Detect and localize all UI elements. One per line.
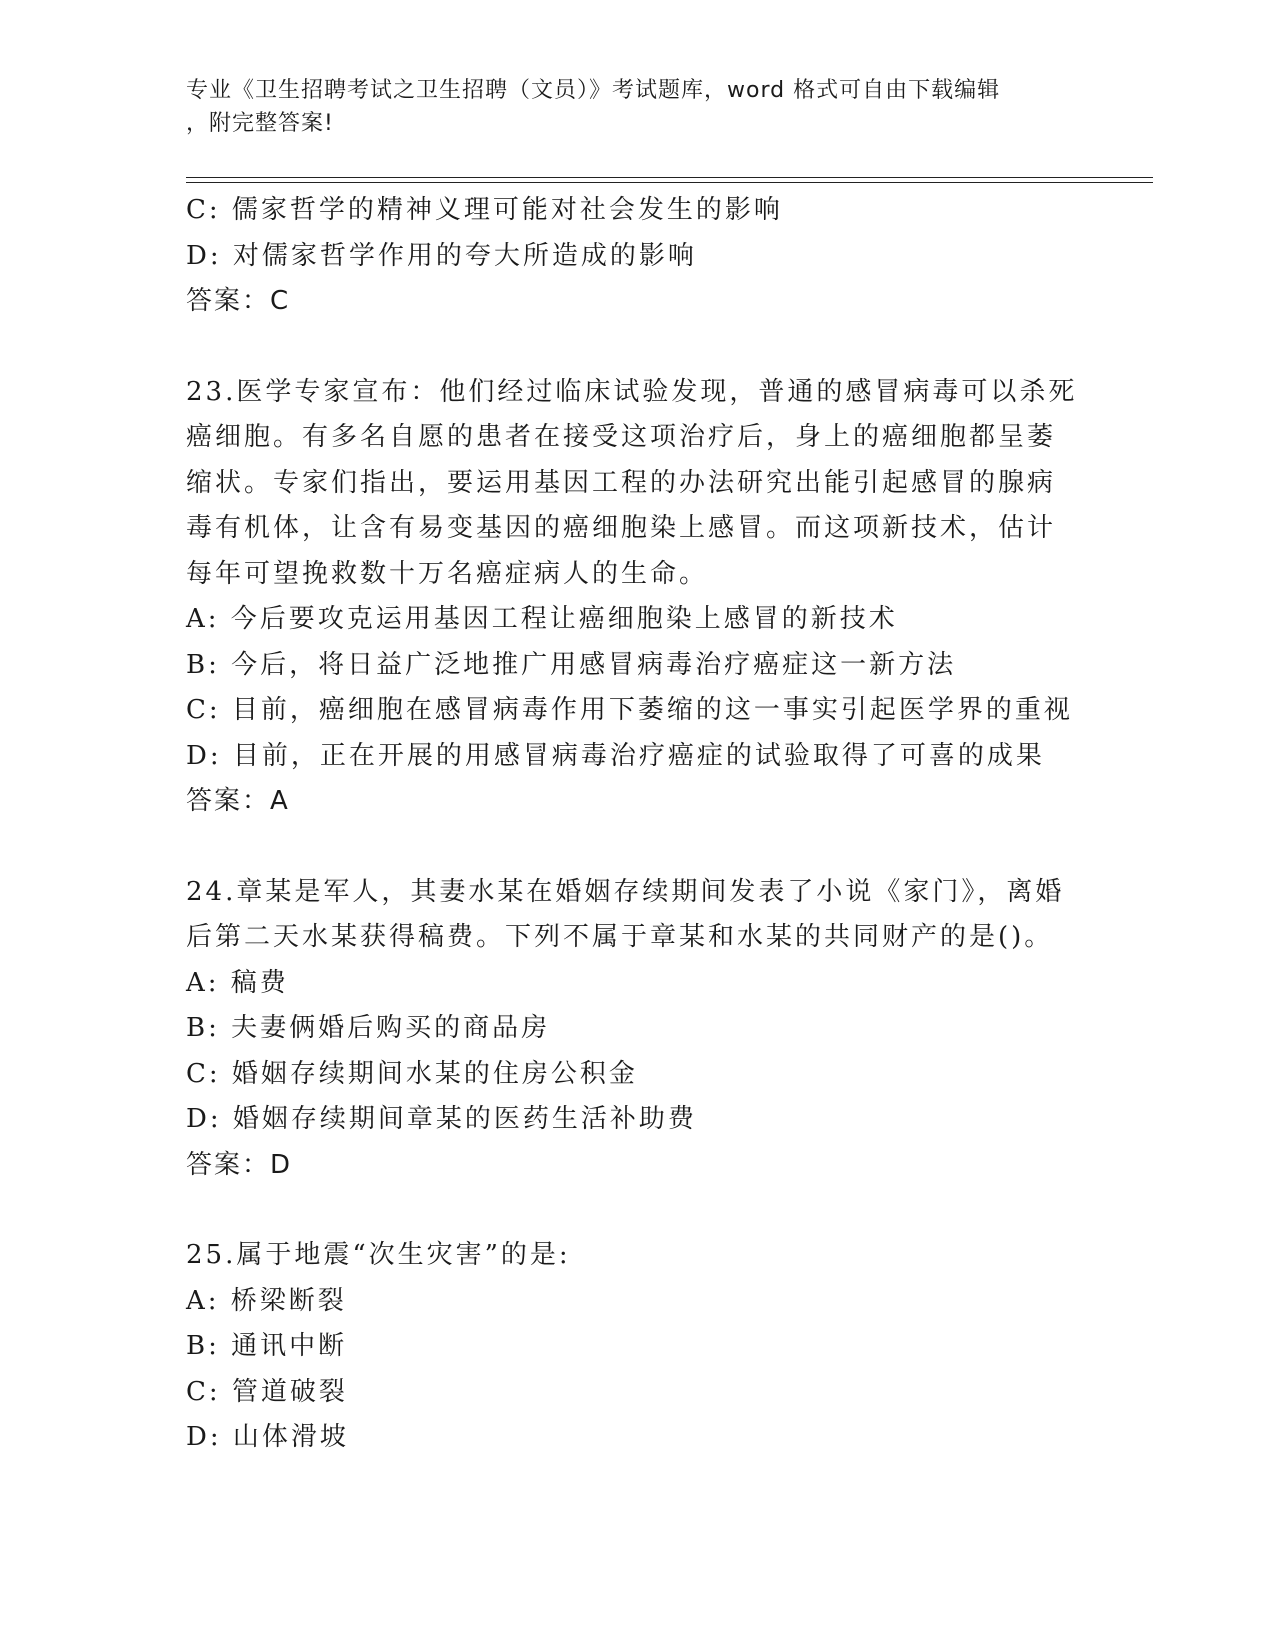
option-b: B: 夫妻俩婚后购买的商品房	[186, 1013, 551, 1043]
stem-line: 25.属于地震“次生灾害”的是:	[186, 1240, 571, 1270]
option-c: C: 管道破裂	[186, 1376, 348, 1407]
header-line-2: ，附完整答案!	[186, 111, 334, 136]
header-divider-bottom	[186, 182, 1153, 183]
option-a: A: 稿费	[186, 967, 289, 998]
answer: 答案：C	[186, 286, 291, 316]
header-divider-top	[186, 177, 1153, 178]
option-d: D: 山体滑坡	[186, 1422, 349, 1452]
question-content	[186, 188, 1086, 1461]
spacer	[186, 825, 1086, 870]
stem-line: 23.医学专家宣布：他们经过临床试验发现，普通的感冒病毒可以杀死	[186, 376, 1078, 407]
spacer	[186, 325, 1086, 370]
spacer	[186, 1188, 1086, 1233]
stem-line: 毒有机体，让含有易变基因的癌细胞染上感冒。而这项新技术，估计	[186, 513, 1057, 543]
question-25	[186, 1233, 1086, 1461]
stem-line: 24.章某是军人，其妻水某在婚姻存续期间发表了小说《家门》，离婚	[186, 876, 1065, 907]
option-d: D: 对儒家哲学作用的夸大所造成的影响	[186, 240, 697, 271]
option-c: C: 婚姻存续期间水某的住房公积金	[186, 1058, 638, 1089]
stem-line: 癌细胞。有多名自愿的患者在接受这项治疗后，身上的癌细胞都呈萎	[186, 422, 1057, 452]
question-stem	[186, 870, 1086, 961]
question-stem	[186, 1233, 1086, 1279]
header-line-1: 专业《卫生招聘考试之卫生招聘（文员）》考试题库，word 格式可自由下载编辑	[186, 78, 1001, 103]
prev-question	[186, 188, 1086, 325]
answer: 答案：A	[186, 786, 290, 816]
stem-line: 缩状。专家们指出，要运用基因工程的办法研究出能引起感冒的腺病	[186, 467, 1057, 498]
answer: 答案：D	[186, 1149, 293, 1180]
option-b: B: 今后，将日益广泛地推广用感冒病毒治疗癌症这一新方法	[186, 649, 957, 680]
option-a: A: 今后要攻克运用基因工程让癌细胞染上感冒的新技术	[186, 604, 898, 634]
document-header	[186, 74, 1076, 140]
option-c: C: 目前，癌细胞在感冒病毒作用下萎缩的这一事实引起医学界的重视	[186, 695, 1073, 725]
stem-line: 后第二天水某获得稿费。下列不属于章某和水某的共同财产的是()。	[186, 922, 1054, 952]
option-d: D: 婚姻存续期间章某的医药生活补助费	[186, 1104, 697, 1134]
option-c: C: 儒家哲学的精神义理可能对社会发生的影响	[186, 195, 783, 225]
option-a: A: 桥梁断裂	[186, 1285, 347, 1316]
question-stem	[186, 370, 1086, 598]
question-23	[186, 370, 1086, 825]
option-d: D: 目前，正在开展的用感冒病毒治疗癌症的试验取得了可喜的成果	[186, 740, 1045, 771]
question-24	[186, 870, 1086, 1189]
stem-line: 每年可望挽救数十万名癌症病人的生命。	[186, 558, 709, 589]
option-b: B: 通讯中断	[186, 1331, 348, 1361]
